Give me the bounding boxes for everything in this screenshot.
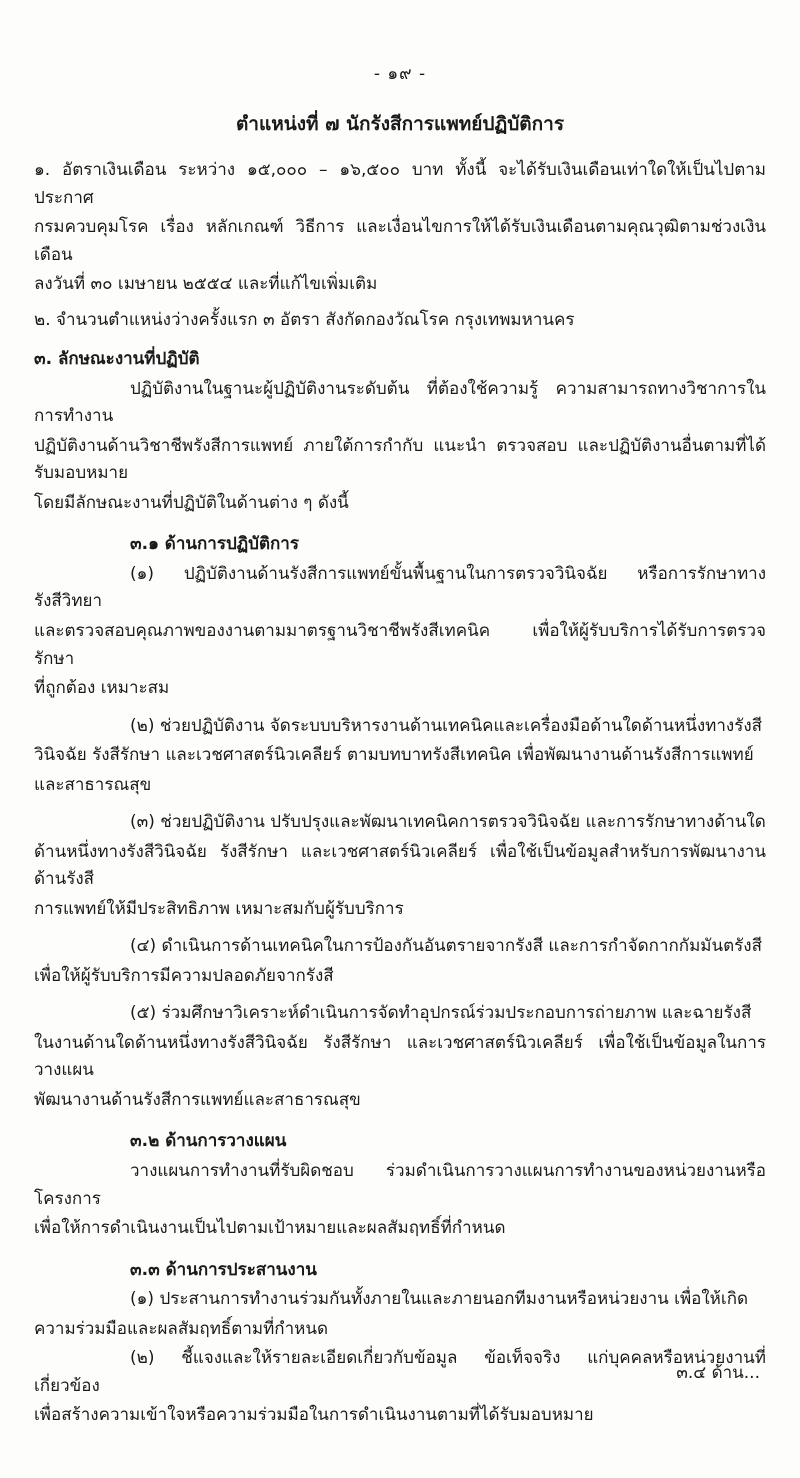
item-line: ที่ถูกต้อง เหมาะสม xyxy=(34,678,170,699)
item-line: และสาธารณสุข xyxy=(34,774,152,795)
subsection-3-2-line: วางแผนการทำงานที่รับผิดชอบ ร่วมดำเนินการวางแผนการทำงานของหน่วยงานหรือโครงการ xyxy=(34,1161,766,1209)
item-line: เพื่อสร้างความเข้าใจหรือความร่วมมือในการดำเนินงานตามที่ได้รับมอบหมาย xyxy=(34,1405,594,1426)
subsection-3-1 xyxy=(34,531,766,1114)
item-line: (๔) ดำเนินการด้านเทคนิคในการป้องกันอันตรายจากรังสี และการกำจัดกากกัมมันตรังสี xyxy=(130,936,762,957)
item-line: (๑) ประสานการทำงานร่วมกันทั้งภายในและภายนอกทีมงานหรือหน่วยงาน เพื่อให้เกิด xyxy=(130,1289,749,1310)
item-line: (๒) ช่วยปฏิบัติงาน จัดระบบบริหารงานด้านเทคนิคและเครื่องมือด้านใดด้านหนึ่งทางรังสี xyxy=(130,715,763,736)
subsection-3-3-heading: ๓.๓ ด้านการประสานงาน xyxy=(130,1259,317,1280)
item-line: วินิจฉัย รังสีรักษา และเวชศาสตร์นิวเคลียร์ ตามบทบาทรังสีเทคนิค เพื่อพัฒนางานด้านรังสีการแพทย์ xyxy=(34,745,754,766)
list-item xyxy=(34,1345,766,1430)
item-line: ด้านหนึ่งทางรังสีวินิจฉัย รังสีรักษา และเวชศาสตร์นิวเคลียร์ เพื่อใช้เป็นข้อมูลสำหรับการพัฒนางานด้านรังสี xyxy=(34,841,766,890)
item-line: เพื่อให้ผู้รับบริการมีความปลอดภัยจากรังสี xyxy=(34,965,334,986)
list-item xyxy=(34,1000,766,1114)
item-line: (๓) ช่วยปฏิบัติงาน ปรับปรุงและพัฒนาเทคนิคการตรวจวินิจฉัย และการรักษาทางด้านใด xyxy=(130,812,766,833)
section-vacancies xyxy=(34,307,766,335)
job-nature-line-1: ปฏิบัติงานในฐานะผู้ปฏิบัติงานระดับต้น ที่ต้องใช้ความรู้ ความสามารถทางวิชาการในการทำงาน xyxy=(34,378,766,427)
footer-continuation-note: ๓.๔ ด้าน... xyxy=(676,1362,760,1383)
subsection-3-3 xyxy=(34,1257,766,1430)
list-item xyxy=(34,1286,766,1343)
page-number: - ๑๙ - xyxy=(373,64,427,84)
item-line: (๒) ชี้แจงและให้รายละเอียดเกี่ยวกับข้อมูล ข้อเท็จจริง แก่บุคคลหรือหน่วยงานที่เกี่ยวข้อง xyxy=(34,1348,766,1396)
item-line: (๑) ปฏิบัติงานด้านรังสีการแพทย์ขั้นพื้นฐานในการตรวจวินิจฉัย หรือการรักษาทางรังสีวิทยา xyxy=(34,563,766,612)
job-nature-line-2: ปฏิบัติงานด้านวิชาชีพรังสีการแพทย์ ภายใต้การกำกับ แนะนำ ตรวจสอบ และปฏิบัติงานอื่นตามที่ได้รับมอบหมาย xyxy=(34,435,766,484)
list-item xyxy=(34,809,766,923)
salary-line-3: ลงวันที่ ๓๐ เมษายน ๒๕๕๔ และที่แก้ไขเพิ่มเติม xyxy=(34,274,378,295)
vacancies-line-1: ๒. จำนวนตำแหน่งว่างครั้งแรก ๓ อัตรา สังกัดกองวัณโรค กรุงเทพมหานคร xyxy=(34,309,575,330)
list-item xyxy=(34,933,766,990)
subsection-3-1-heading: ๓.๑ ด้านการปฏิบัติการ xyxy=(130,534,299,555)
subsection-3-2-line: เพื่อให้การดำเนินงานเป็นไปตามเป้าหมายและผลสัมฤทธิ์ที่กำหนด xyxy=(34,1218,506,1239)
item-line: ความร่วมมือและผลสัมฤทธิ์ตามที่กำหนด xyxy=(34,1318,329,1339)
item-line: การแพทย์ให้มีประสิทธิภาพ เหมาะสมกับผู้รับบริการ xyxy=(34,898,404,919)
list-item xyxy=(34,713,766,800)
section-salary xyxy=(34,157,766,299)
salary-line-2: กรมควบคุมโรค เรื่อง หลักเกณฑ์ วิธีการ และเงื่อนไขการให้ได้รับเงินเดือนตามคุณวุฒิตามช่วงเงินเดือน xyxy=(34,217,766,265)
page-title: ตำแหน่งที่ ๗ นักรังสีการแพทย์ปฏิบัติการ xyxy=(235,113,565,135)
item-line: (๕) ร่วมศึกษาวิเคราะห์ดำเนินการจัดทำอุปกรณ์ร่วมประกอบการถ่ายภาพ และฉายรังสี xyxy=(130,1003,752,1024)
spacer xyxy=(34,992,766,1000)
job-nature-line-3: โดยมีลักษณะงานที่ปฏิบัติในด้านต่าง ๆ ดังนี้ xyxy=(34,492,349,513)
list-item xyxy=(34,561,766,703)
item-line: และตรวจสอบคุณภาพของงานตามมาตรฐานวิชาชีพรังสีเทคนิค เพื่อให้ผู้รับบริการได้รับการตรวจรักษา xyxy=(34,620,766,669)
job-nature-heading: ๓. ลักษณะงานที่ปฏิบัติ xyxy=(34,349,200,370)
item-line: พัฒนางานด้านรังสีการแพทย์และสาธารณสุข xyxy=(34,1089,361,1110)
section-job-nature xyxy=(34,346,766,517)
subsection-3-2-heading: ๓.๒ ด้านการวางแผน xyxy=(130,1131,287,1152)
spacer xyxy=(34,925,766,933)
item-line: ในงานด้านใดด้านหนึ่งทางรังสีวินิจฉัย รังสีรักษา และเวชศาสตร์นิวเคลียร์ เพื่อใช้เป็นข้อมูลในการวางแผน xyxy=(34,1032,766,1081)
spacer xyxy=(34,705,766,713)
salary-line-1: ๑. อัตราเงินเดือน ระหว่าง ๑๕,๐๐๐ – ๑๖,๕๐๐ บาท ทั้งนี้ จะได้รับเงินเดือนเท่าใดให้เป็นไปตามประกาศ xyxy=(34,160,766,208)
spacer xyxy=(34,801,766,809)
subsection-3-2 xyxy=(34,1128,766,1242)
